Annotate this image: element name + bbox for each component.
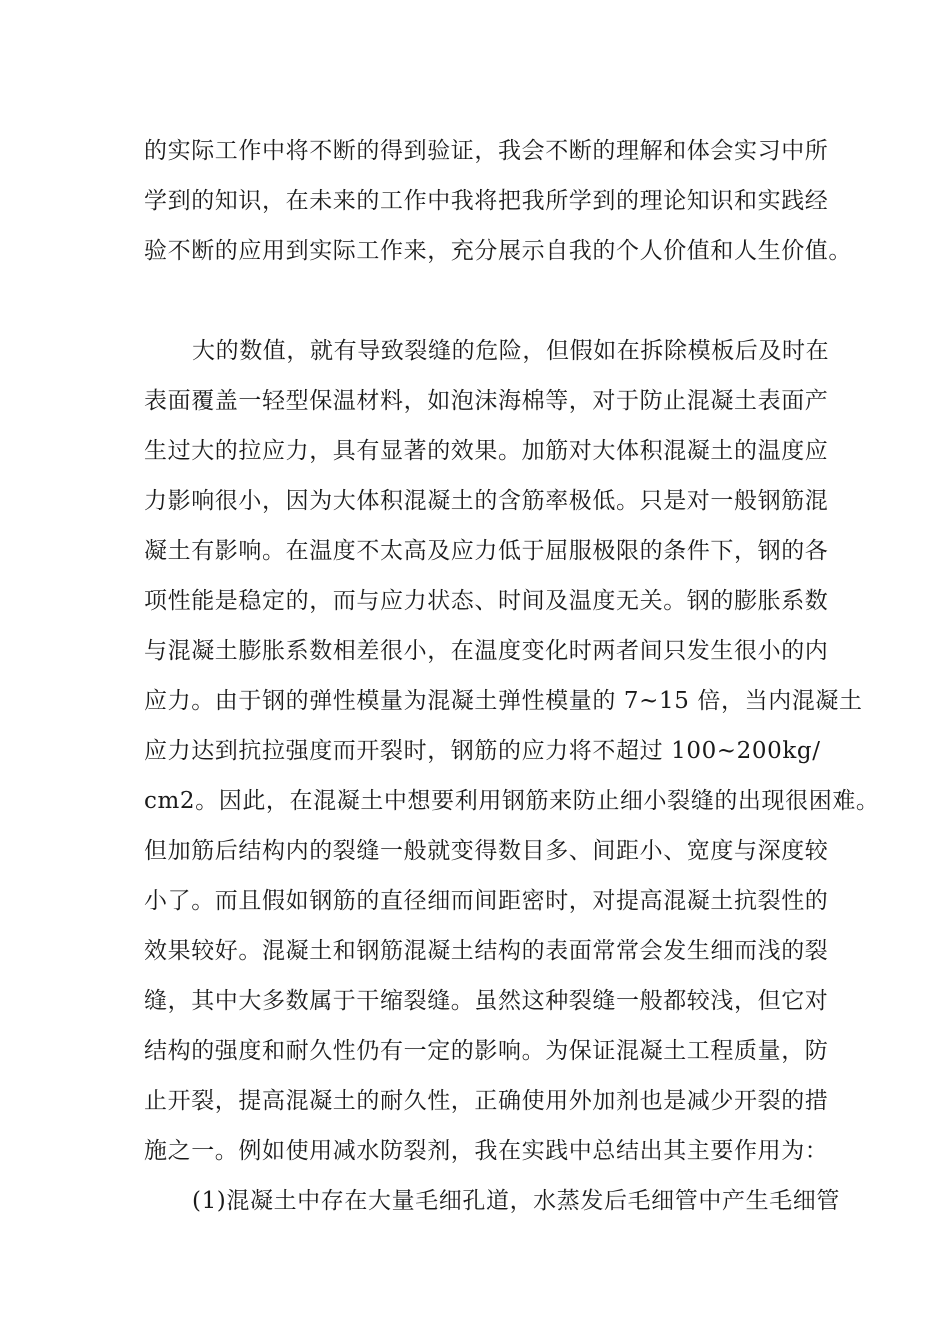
text-line: 施之一。例如使用减水防裂剂，我在实践中总结出其主要作用为： [144,1138,829,1164]
text-line: 与混凝土膨胀系数相差很小，在温度变化时两者间只发生很小的内 [144,638,829,664]
text-line: 表面覆盖一轻型保温材料，如泡沫海棉等，对于防止混凝土表面产 [144,388,829,414]
text-line: (1)混凝土中存在大量毛细孔道，水蒸发后毛细管中产生毛细管 [192,1188,840,1214]
text-line: 生过大的拉应力，具有显著的效果。加筋对大体积混凝土的温度应 [144,438,829,464]
text-line: 验不断的应用到实际工作来，充分展示自我的个人价值和人生价值。 [144,238,852,264]
text-line: 效果较好。混凝土和钢筋混凝土结构的表面常常会发生细而浅的裂 [144,938,829,964]
text-line: 大的数值，就有导致裂缝的危险，但假如在拆除模板后及时在 [192,338,830,364]
text-line: 凝土有影响。在温度不太高及应力低于屈服极限的条件下，钢的各 [144,538,829,564]
text-line: 的实际工作中将不断的得到验证，我会不断的理解和体会实习中所 [144,138,829,164]
text-line: 学到的知识，在未来的工作中我将把我所学到的理论知识和实践经 [144,188,829,214]
text-line: 止开裂，提高混凝土的耐久性，正确使用外加剂也是减少开裂的措 [144,1088,829,1114]
text-line: 结构的强度和耐久性仍有一定的影响。为保证混凝土工程质量，防 [144,1038,829,1064]
text-line: cm2。因此，在混凝土中想要利用钢筋来防止细小裂缝的出现很困难。 [144,788,880,814]
text-line: 项性能是稳定的，而与应力状态、时间及温度无关。钢的膨胀系数 [144,588,829,614]
text-line: 小了。而且假如钢筋的直径细而间距密时，对提高混凝土抗裂性的 [144,888,829,914]
text-line: 力影响很小，因为大体积混凝土的含筋率极低。只是对一般钢筋混 [144,488,829,514]
text-line: 应力。由于钢的弹性模量为混凝土弹性模量的 7~15 倍，当内混凝土 [144,688,863,714]
text-line: 应力达到抗拉强度而开裂时，钢筋的应力将不超过 100~200kg/ [144,738,821,764]
text-line: 缝，其中大多数属于干缩裂缝。虽然这种裂缝一般都较浅，但它对 [144,988,829,1014]
text-line: 但加筋后结构内的裂缝一般就变得数目多、间距小、宽度与深度较 [144,838,829,864]
